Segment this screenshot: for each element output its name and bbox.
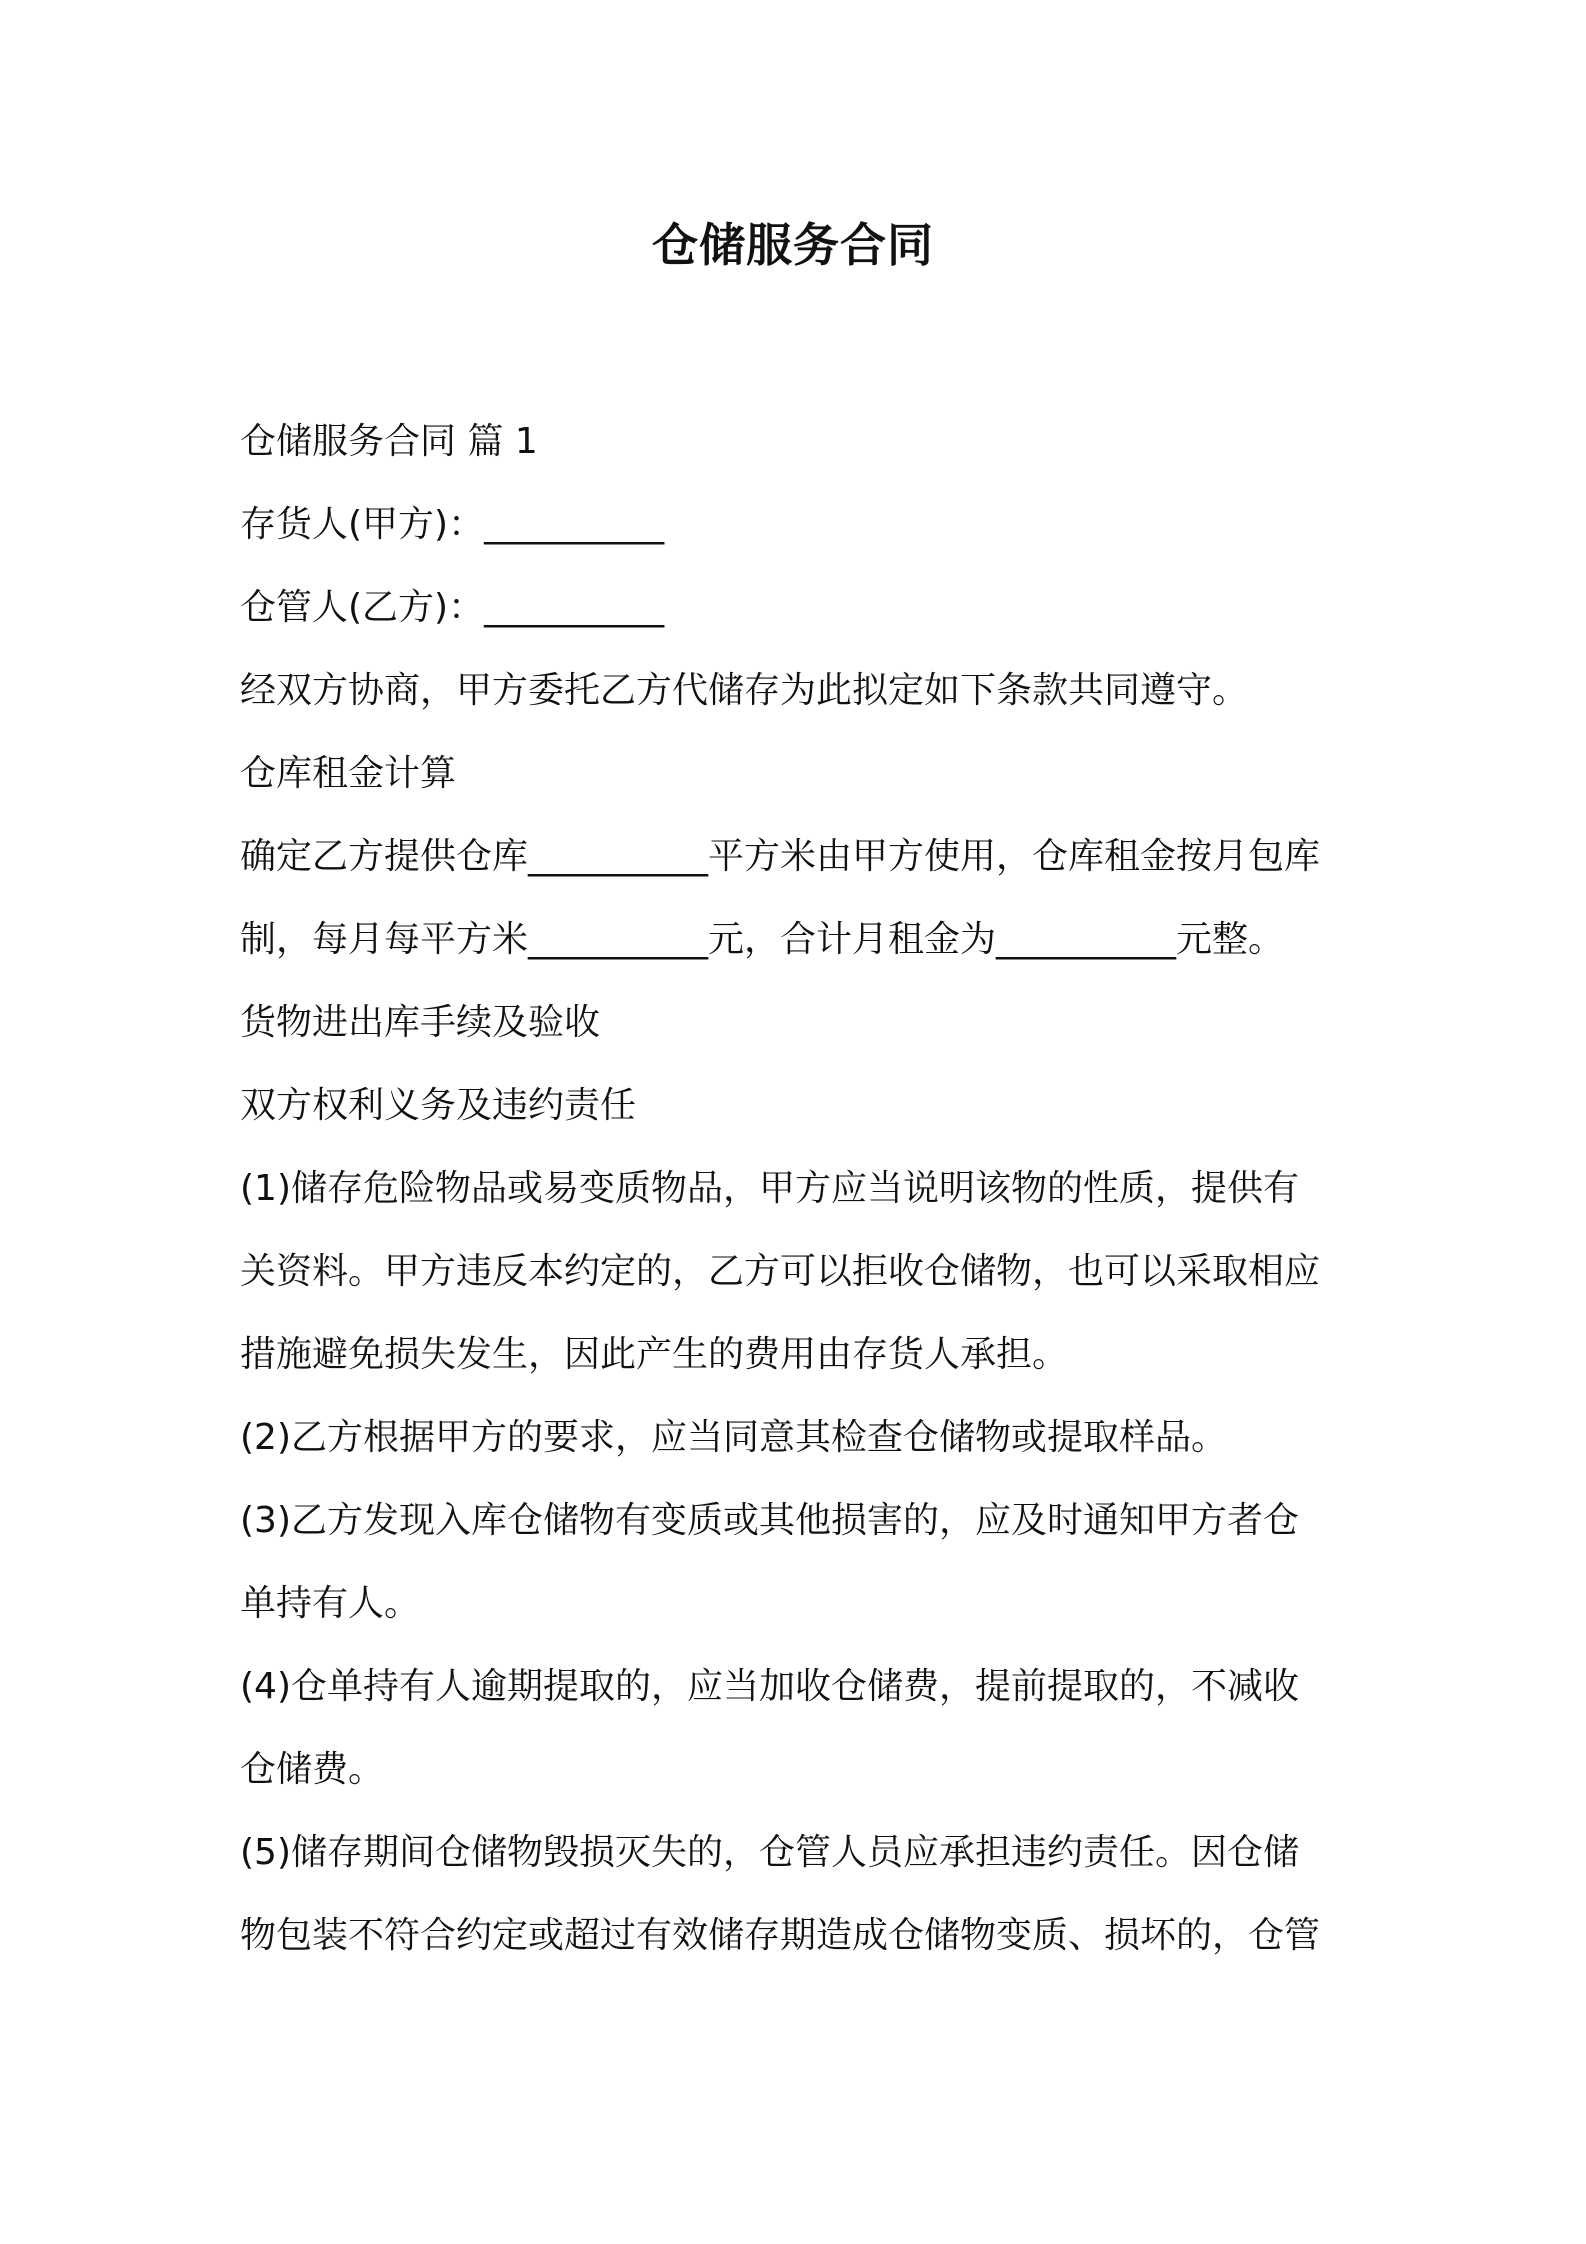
rent-line-1: 确定乙方提供仓库__________平方米由甲方使用，仓库租金按月包库 bbox=[240, 836, 1321, 877]
goods-heading: 货物进出库手续及验收 bbox=[240, 1002, 601, 1043]
clause-5-line-1: (5)储存期间仓储物毁损灭失的，仓管人员应承担违约责任。因仓储 bbox=[240, 1832, 1299, 1873]
document-body bbox=[240, 412, 1360, 1989]
rent-heading: 仓库租金计算 bbox=[240, 753, 457, 794]
clause-2-line-1: (2)乙方根据甲方的要求，应当同意其检查仓储物或提取样品。 bbox=[240, 1417, 1227, 1458]
clause-1-line-2: 关资料。甲方违反本约定的，乙方可以拒收仓储物，也可以采取相应 bbox=[240, 1251, 1321, 1292]
party-a-line: 存货人(甲方)：__________ bbox=[240, 504, 665, 545]
section-heading: 仓储服务合同 篇 1 bbox=[240, 421, 538, 462]
clause-5-line-2: 物包装不符合约定或超过有效储存期造成仓储物变质、损坏的，仓管 bbox=[240, 1915, 1321, 1956]
clause-4-line-1: (4)仓单持有人逾期提取的，应当加收仓储费，提前提取的，不减收 bbox=[240, 1666, 1299, 1707]
rights-heading: 双方权利义务及违约责任 bbox=[240, 1085, 637, 1126]
party-b-line: 仓管人(乙方)：__________ bbox=[240, 587, 665, 628]
document-title: 仓储服务合同 bbox=[652, 218, 934, 272]
rent-line-2: 制，每月每平方米__________元，合计月租金为__________元整。 bbox=[240, 919, 1285, 960]
clause-3-line-2: 单持有人。 bbox=[240, 1583, 421, 1624]
clause-1-line-3: 措施避免损失发生，因此产生的费用由存货人承担。 bbox=[240, 1334, 1069, 1375]
clause-4-line-2: 仓储费。 bbox=[240, 1749, 385, 1790]
intro-line: 经双方协商，甲方委托乙方代储存为此拟定如下条款共同遵守。 bbox=[240, 670, 1249, 711]
clause-1-line-1: (1)储存危险物品或易变质物品，甲方应当说明该物的性质，提供有 bbox=[240, 1168, 1299, 1209]
clause-3-line-1: (3)乙方发现入库仓储物有变质或其他损害的，应及时通知甲方者仓 bbox=[240, 1500, 1299, 1541]
